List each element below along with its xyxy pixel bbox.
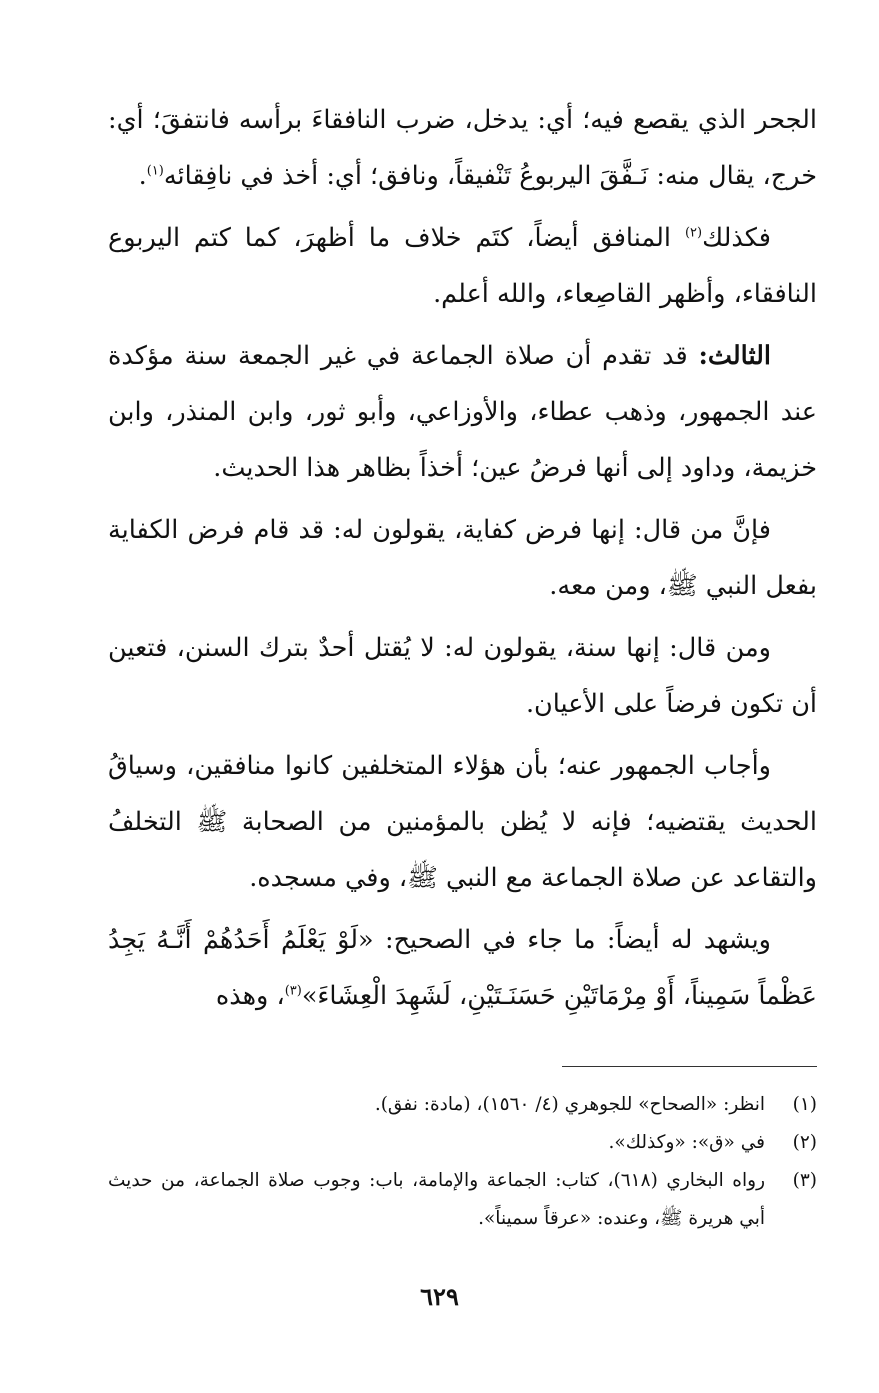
text-run: قد تقدم أن صلاة الجماعة في غير الجمعة سنة مؤكدة عند الجمهور، وذهب عطاء، والأوزاعي، وأبو ثور، وابن المنذر، وابن خزيمة، وداود إلى أنها فرضُ عين؛ أخذاً بظاهر هذا الحديث. (108, 341, 817, 483)
text-run: ومن قال: إنها سنة، يقولون له: لا يُقتل أحدٌ بترك السنن، فتعين أن تكون فرضاً على الأعيان. (108, 633, 817, 719)
footnote-text: في «ق»: «وكذلك». (608, 1132, 765, 1153)
page-body (108, 92, 817, 1030)
paragraph-7 (108, 912, 817, 1024)
footnote-number: (١) (792, 1094, 817, 1115)
text-run: ، وهذه (215, 981, 285, 1011)
paragraph-3 (108, 328, 817, 496)
footnote-ref-2[interactable]: (٢) (684, 225, 703, 241)
paragraph-2 (108, 210, 817, 322)
footnote-1 (108, 1086, 817, 1124)
paragraph-5 (108, 620, 817, 732)
section-heading: الثالث: (698, 341, 771, 371)
footnote-ref-1[interactable]: (١) (146, 163, 164, 179)
footnote-number: (٣) (792, 1170, 817, 1191)
text-run: فإنَّ من قال: إنها فرض كفاية، يقولون له: قد قام فرض الكفاية بفعل النبي ﷺ، ومن معه. (108, 515, 817, 601)
text-run: . (138, 161, 147, 191)
text-run: ويشهد له أيضاً: ما جاء في الصحيح: «لَوْ يَعْلَمُ أَحَدُهُمْ أَنَّـهُ يَجِدُ عَظْماً سَمِيناً، أَوْ مِرْمَاتَيْنِ حَسَنَـتَيْنِ، لَشَهِدَ الْعِشَاءَ» (108, 925, 817, 1011)
footnote-number: (٢) (792, 1132, 817, 1153)
footnote-text: انظر: «الصحاح» للجوهري (٤/ ١٥٦٠)، (مادة: نفق). (374, 1094, 765, 1115)
text-run: وأجاب الجمهور عنه؛ بأن هؤلاء المتخلفين كانوا منافقين، وسياقُ الحديث يقتضيه؛ فإنه لا يُظن بالمؤمنين من الصحابة ﷺ التخلفُ والتقاعد عن صلاة الجماعة مع النبي ﷺ، وفي مسجده. (108, 751, 817, 893)
paragraph-6 (108, 738, 817, 906)
footnotes (108, 1086, 817, 1238)
text-run: المنافق أيضاً، كتَم خلاف ما أظهرَ، كما كتم اليربوع النافقاء، وأظهر القاصِعاء، والله أعلم. (108, 223, 817, 309)
footnote-2 (108, 1124, 817, 1162)
paragraph-4 (108, 502, 817, 614)
footnote-divider (562, 1066, 817, 1067)
page-number: ٦٢٩ (420, 1282, 459, 1311)
paragraph-1 (108, 92, 817, 204)
footnote-text: رواه البخاري (٦١٨)، كتاب: الجماعة والإمامة، باب: وجوب صلاة الجماعة، من حديث أبي هريرة ﷺ، وعنده: «عرقاً سميناً». (108, 1170, 765, 1229)
text-run: فكذلك (702, 223, 771, 253)
text-run: الجحر الذي يقصع فيه؛ أي: يدخل، ضرب النافقاءَ برأسه فانتفقَ؛ أي: خرج، يقال منه: نَـفَّقَ اليربوعُ تَنْفيقاً، ونافق؛ أي: أخذ في نافِقائه (108, 105, 817, 191)
main-text (108, 92, 817, 1024)
footnote-3 (108, 1162, 817, 1238)
footnote-ref-3[interactable]: (٣) (284, 983, 302, 999)
